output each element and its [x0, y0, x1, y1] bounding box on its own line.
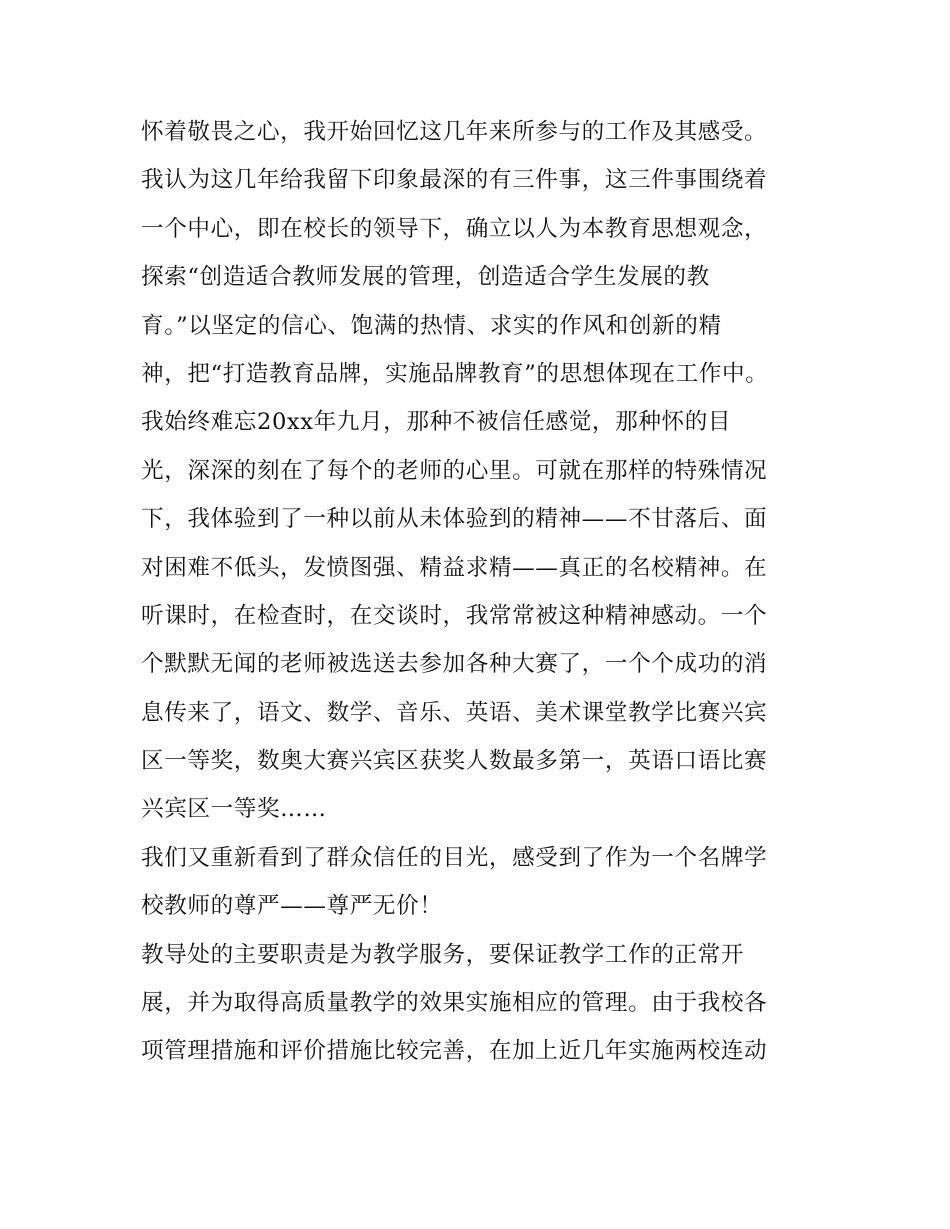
text-line: 育。”以坚定的信心、饱满的热情、求实的作风和创新的精: [141, 312, 722, 339]
text-line: 下，我体验到了一种以前从未体验到的精神——不甘落后、面: [141, 506, 768, 533]
text-line: 我们又重新看到了群众信任的目光，感受到了作为一个名牌学: [141, 844, 768, 871]
text-line: 个默默无闻的老师被选送去参加各种大赛了，一个个成功的消: [141, 651, 768, 678]
text-line: 探索“创造适合教师发展的管理，创造适合学生发展的教: [141, 264, 710, 291]
text-line: 展，并为取得高质量教学的效果实施相应的管理。由于我校各: [141, 990, 768, 1017]
text-line: 兴宾区一等奖……: [141, 796, 327, 823]
text-line: 息传来了，语文、数学、音乐、英语、美术课堂教学比赛兴宾: [141, 699, 768, 726]
document-body: [141, 108, 821, 1076]
text-line: 对困难不低头，发愤图强、精益求精——真正的名校精神。在: [141, 554, 768, 581]
text-line: 项管理措施和评价措施比较完善，在加上近几年实施两校连动: [141, 1038, 768, 1065]
text-line: 区一等奖，数奥大赛兴宾区获奖人数最多第一，英语口语比赛: [141, 748, 768, 775]
text-line: 我始终难忘20xx年九月，那种不被信任感觉，那种怀的目: [141, 409, 732, 436]
text-line: 怀着敬畏之心，我开始回忆这几年来所参与的工作及其感受。: [141, 119, 768, 145]
text-line: 校教师的尊严——尊严无价！: [141, 893, 443, 920]
text-line: 听课时，在检查时，在交谈时，我常常被这种精神感动。一个: [141, 602, 768, 629]
text-line: 教导处的主要职责是为教学服务，要保证教学工作的正常开: [141, 941, 745, 968]
text-line: 一个中心，即在校长的领导下，确立以人为本教育思想观念，: [141, 215, 768, 242]
text-line: 光，深深的刻在了每个的老师的心里。可就在那样的特殊情况: [141, 457, 768, 484]
text-line: 神，把“打造教育品牌，实施品牌教育”的思想体现在工作中。: [141, 360, 769, 387]
text-line: 我认为这几年给我留下印象最深的有三件事，这三件事围绕着: [141, 167, 768, 194]
